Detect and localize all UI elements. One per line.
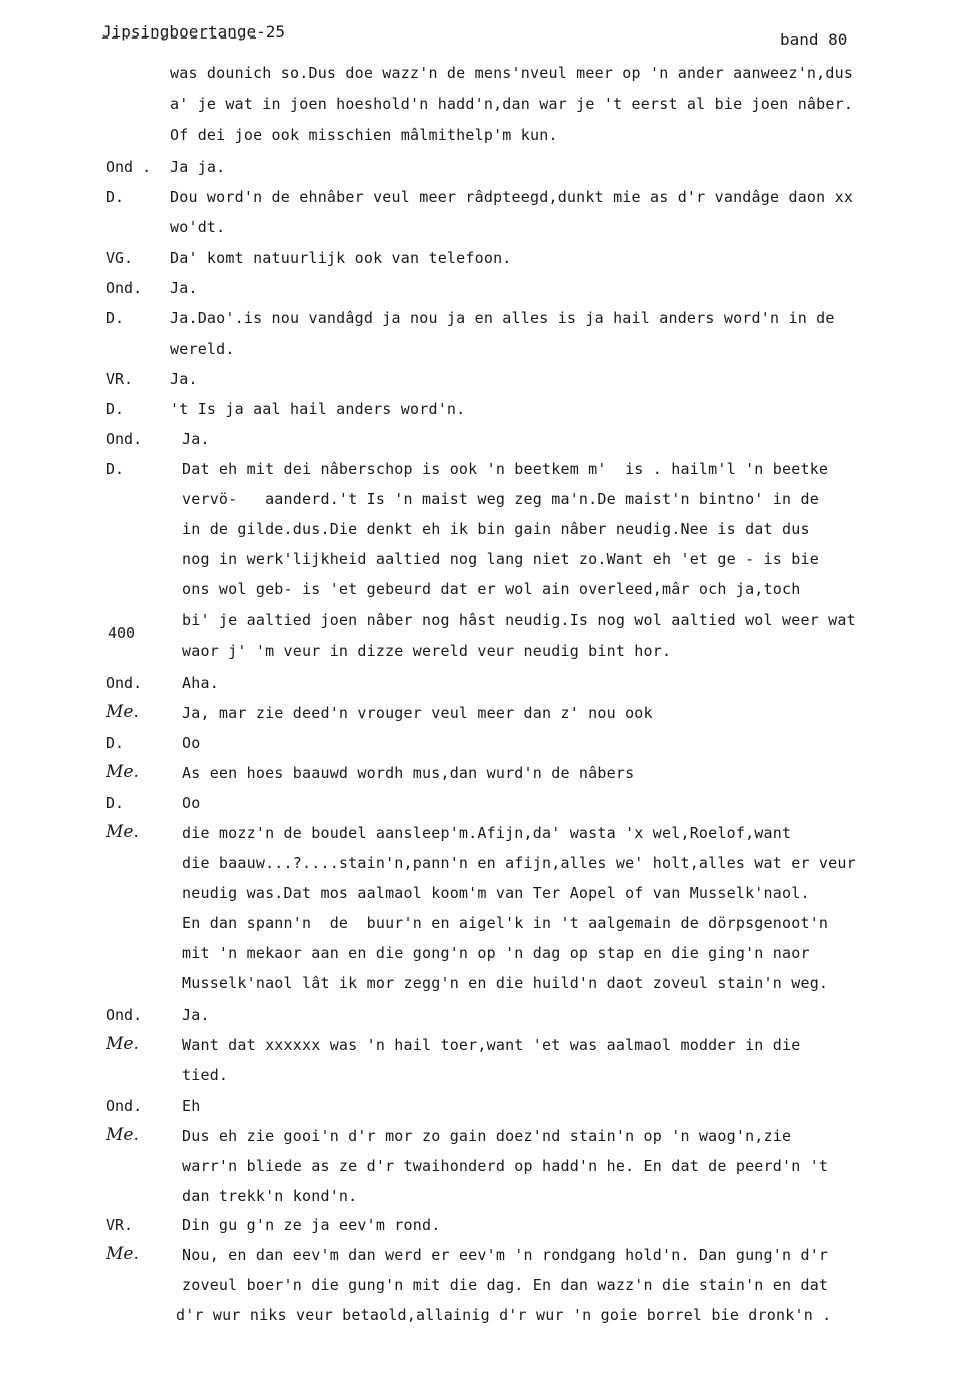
transcript-line: was dounich so.Dus doe wazz'n de mens'nveul meer op 'n ander aanweez'n,dus	[170, 64, 854, 82]
transcript-line: Oo	[182, 794, 201, 812]
transcript-line: Eh	[182, 1097, 201, 1115]
transcript-line: En dan spann'n de buur'n en aigel'k in 't aalgemain de dörpsgenoot'n	[182, 914, 829, 932]
transcript-line: Ja.	[182, 1006, 210, 1024]
transcript-line: As een hoes baauwd wordh mus,dan wurd'n de nâbers	[182, 764, 635, 782]
transcript-line: ons wol geb- is 'et gebeurd dat er wol ain overleed,mâr och ja,toch	[182, 580, 801, 598]
transcript-line: warr'n bliede as ze d'r twaihonderd op hadd'n he. En dat de peerd'n 't	[182, 1157, 829, 1175]
transcript-line: nog in werk'lijkheid aaltied nog lang niet zo.Want eh 'et ge - is bie	[182, 550, 819, 568]
transcript-line: d'r wur niks veur betaold,allainig d'r wur 'n goie borrel bie dronk'n .	[176, 1306, 832, 1324]
page-header-title	[102, 22, 285, 41]
transcript-line: waor j' 'm veur in dizze wereld veur neudig bint hor.	[182, 642, 672, 660]
transcript-line: Nou, en dan eev'm dan werd er eev'm 'n rondgang hold'n. Dan gung'n d'r	[182, 1246, 829, 1264]
band-label: band 80	[780, 30, 848, 49]
transcript-line: Want dat xxxxxx was 'n hail toer,want 'et was aalmaol modder in die	[182, 1036, 801, 1054]
speaker-label: D.	[106, 794, 125, 812]
transcript-line: Dus eh zie gooi'n d'r mor zo gain doez'nd stain'n op 'n waog'n,zie	[182, 1127, 792, 1145]
speaker-label: Ond.	[106, 279, 143, 297]
speaker-label: Ond.	[106, 674, 143, 692]
transcript-line: a' je wat in joen hoeshold'n hadd'n,dan war je 't eerst al bie joen nâber.	[170, 95, 854, 113]
transcript-line: vervö- aanderd.'t Is 'n maist weg zeg ma'n.De maist'n bintno' in de	[182, 490, 819, 508]
speaker-label: VR.	[106, 1216, 134, 1234]
transcript-line: die baauw...?....stain'n,pann'n en afijn,alles we' holt,alles wat er veur	[182, 854, 856, 872]
transcript-line: Of dei joe ook misschien mâlmithelp'm kun.	[170, 126, 558, 144]
speaker-label: D.	[106, 400, 125, 418]
transcript-line: in de gilde.dus.Die denkt eh ik bin gain nâber neudig.Nee is dat dus	[182, 520, 810, 538]
transcript-line: Ja.	[170, 370, 198, 388]
transcript-line: dan trekk'n kond'n.	[182, 1187, 358, 1205]
transcript-line: Aha.	[182, 674, 219, 692]
speaker-label-handwritten: Me.	[106, 1125, 139, 1145]
margin-counter-number: 400	[108, 624, 136, 642]
transcript-line: mit 'n mekaor aan en die gong'n op 'n dag op stap en die ging'n naor	[182, 944, 810, 962]
transcript-line: tied.	[182, 1066, 229, 1084]
speaker-label: D.	[106, 188, 125, 206]
speaker-label: Ond.	[106, 1006, 143, 1024]
speaker-label-handwritten: Me.	[106, 702, 139, 722]
transcript-line: Dat eh mit dei nâberschop is ook 'n beetkem m' is . hailm'l 'n beetke	[182, 460, 829, 478]
speaker-label: Ond .	[106, 158, 152, 176]
transcript-line: die mozz'n de boudel aansleep'm.Afijn,da' wasta 'x wel,Roelof,want	[182, 824, 792, 842]
speaker-label: D.	[106, 734, 125, 752]
transcript-line: Ja.Dao'.is nou vandâgd ja nou ja en alles is ja hail anders word'n in de	[170, 309, 835, 327]
transcript-line: Dou word'n de ehnâber veul meer râdpteegd,dunkt mie as d'r vandâge daon xx	[170, 188, 854, 206]
speaker-label-handwritten: Me.	[106, 1034, 139, 1054]
speaker-label: D.	[106, 309, 125, 327]
speaker-label-handwritten: Me.	[106, 1244, 139, 1264]
speaker-label: Ond.	[106, 1097, 143, 1115]
transcript-line: neudig was.Dat mos aalmaol koom'm van Ter Aopel of van Musselk'naol.	[182, 884, 810, 902]
transcript-line: Ja.	[170, 279, 198, 297]
document-title: Jipsingboertange	[102, 22, 257, 41]
transcript-line: Da' komt natuurlijk ook van telefoon.	[170, 249, 512, 267]
transcript-line: wereld.	[170, 340, 235, 358]
transcript-line: zoveul boer'n die gung'n mit die dag. En dan wazz'n die stain'n en dat	[182, 1276, 829, 1294]
transcript-line: Ja ja.	[170, 158, 226, 176]
transcript-line: Din gu g'n ze ja eev'm rond.	[182, 1216, 441, 1234]
speaker-label-handwritten: Me.	[106, 762, 139, 782]
transcript-line: bi' je aaltied joen nâber nog hâst neudig.Is nog wol aaltied wol weer wat	[182, 611, 856, 629]
speaker-label: Ond.	[106, 430, 143, 448]
transcript-line: Oo	[182, 734, 201, 752]
speaker-label: D.	[106, 460, 125, 478]
transcript-line: 't Is ja aal hail anders word'n.	[170, 400, 466, 418]
speaker-label-handwritten: Me.	[106, 822, 139, 842]
transcript-line: Ja.	[182, 430, 210, 448]
page-number: -25	[256, 22, 286, 41]
transcript-line: Musselk'naol lât ik mor zegg'n en die huild'n daot zoveul stain'n weg.	[182, 974, 829, 992]
transcript-line: wo'dt.	[170, 218, 226, 236]
transcript-line: Ja, mar zie deed'n vrouger veul meer dan z' nou ook	[182, 704, 653, 722]
speaker-label: VG.	[106, 249, 134, 267]
speaker-label: VR.	[106, 370, 134, 388]
